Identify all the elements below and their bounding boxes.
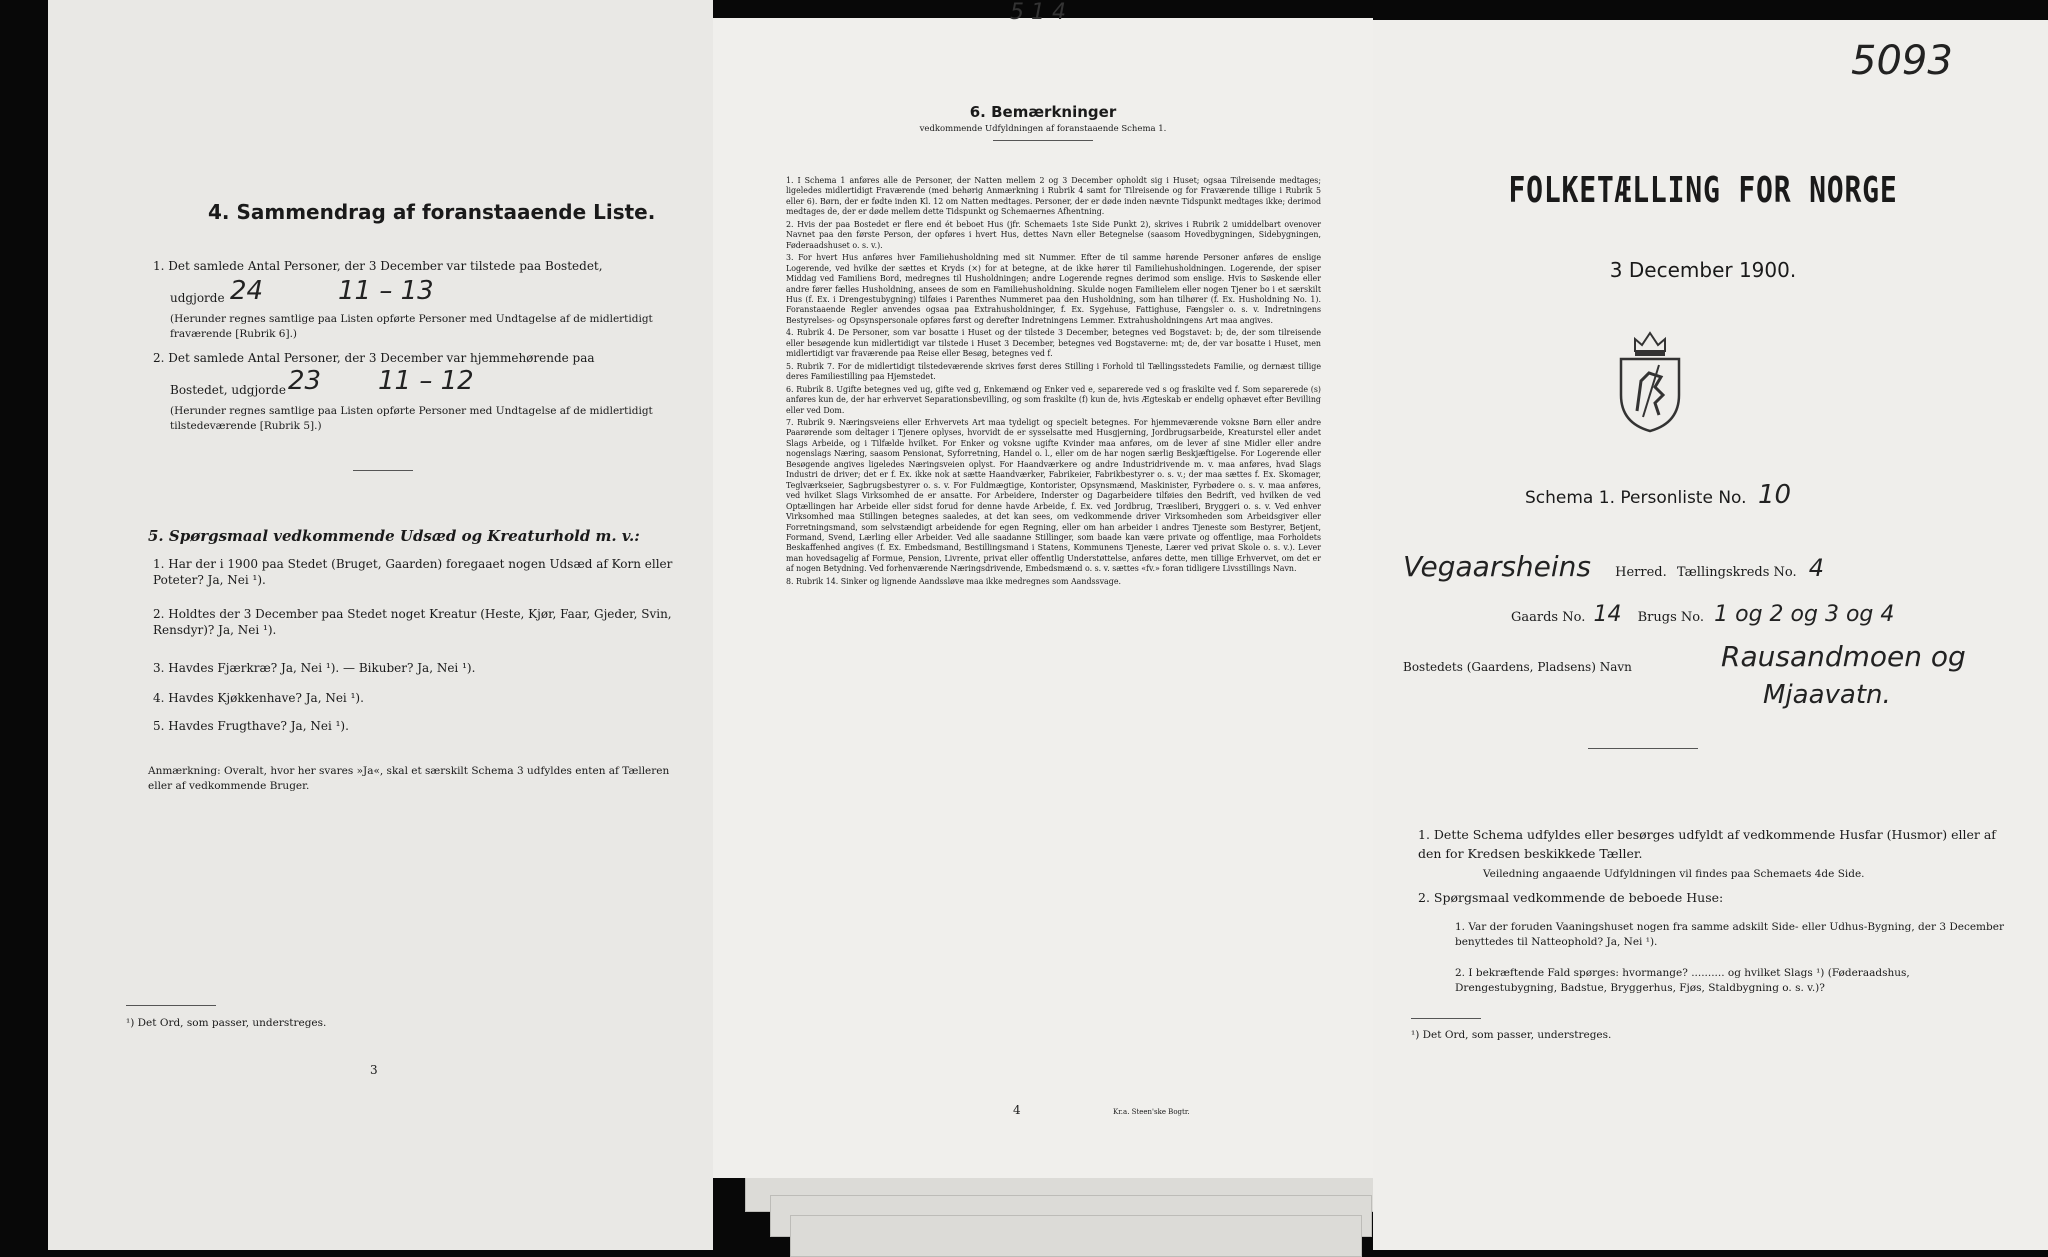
herred-handwritten: Vegaarsheins xyxy=(1403,550,1592,583)
question-1-text: 1. Har der i 1900 paa Stedet (Bruget, Gaarden) foregaaet nogen Udsæd af Korn eller Poteter? xyxy=(153,557,673,587)
remark-item: 4. Rubrik 4. De Personer, som var bosatte i Huset og der tilstede 3 December, betegnes ved Bogstavet: b; de, der som tilreisende eller besøgende kun midlertidigt var tilstede i Huset 3 December, betegnes ved Bogstaverne: mt; de, der var bosatte i Huset, men midlertidigt var fraværende paa Reise eller Besøg, betegnes ved f. xyxy=(786,328,1321,359)
item2-handwritten-total: 23 xyxy=(288,366,322,396)
left-page xyxy=(48,0,713,1250)
question-2-answer: Ja, Nei ¹). xyxy=(218,623,277,637)
item1-handwritten-split: 11 – 13 xyxy=(338,276,434,306)
remark: Anmærkning: Overalt, hvor her svares »Ja«, skal et særskilt Schema 3 udfyldes enten af Tælleren eller af vedkommende Bruger. xyxy=(148,765,670,792)
bosted-label: Bostedets (Gaardens, Pladsens) Navn xyxy=(1403,660,1632,674)
brugs-handwritten: 1 og 2 og 3 og 4 xyxy=(1714,602,1895,627)
kreds-number: 4 xyxy=(1808,554,1825,582)
census-title: FOLKETÆLLING FOR NORGE xyxy=(1508,170,1898,211)
page-number: 3 xyxy=(370,1063,378,1077)
remark-item: 8. Rubrik 14. Sinker og lignende Aandssløve maa ikke medregnes som Aandssvage. xyxy=(786,576,1121,586)
bosted-handwritten-2: Mjaavatn. xyxy=(1763,680,1891,710)
item1-handwritten-total: 24 xyxy=(230,276,264,306)
remark-item: 3. For hvert Hus anføres hver Familiehusholdning med sit Nummer. Efter de til samme hørende Personer anføres de enslige Logerende, ved hvilke der sættes et Kryds (×) for at betegne, at de ikke hører til Familiehusholdningen. Logerende, der spiser Middag ved Familiens Bord, medregnes til Husholdningen; andre Logerende regnes derimod som enslige. Hvis to Søskende eller andre fører fælles Husholdning, ansees de som en Familiehusholdning. Skulde nogen Familielem eller nogen Tjener bo i et særskilt Hus (f. Ex. i Drengestubygning) tilføies i Parenthes Nummeret paa den Husholdning, som han tilhører (f. Ex. Husholdning No. 1). Foranstaaende Regler anvendes ogsaa paa Extrahusholdninger, f. Ex. Sygehuse, Fattighuse, Fængsler o. s. v. Indretningens Bestyrelses- og Opsynspersonale opføres først og derefter Indretningens Lemmer. Extrahusholdningens Art maa angives. xyxy=(786,253,1321,325)
handwritten-archive-number: 5093 xyxy=(1851,38,1953,84)
question-3 xyxy=(153,660,673,676)
question-5-answer: Ja, Nei ¹). xyxy=(290,719,349,733)
top-scrawl: 5 1 4 xyxy=(1010,0,1066,25)
middle-page xyxy=(713,18,1373,1178)
footnote: ¹) Det Ord, som passer, understreges. xyxy=(1411,1029,1612,1041)
item2-handwritten-split: 11 – 12 xyxy=(378,366,474,396)
item2-line1: 2. Det samlede Antal Personer, der 3 December var hjemmehørende paa xyxy=(153,351,595,365)
question-2 xyxy=(153,606,673,638)
remarks-list xyxy=(786,176,1321,589)
question-1-answer: Ja, Nei ¹). xyxy=(207,573,266,587)
instruction-2-question-2: 2. I bekræftende Fald spørges: hvormange? .......... og hvilket Slags ¹) (Føderaadshus, Drengestubygning, Badstue, Bryggerhus, Fjøs, Staldbygning o. s. v.)? xyxy=(1455,967,1910,994)
section5-title: 5. Spørgsmaal vedkommende Udsæd og Kreaturhold m. v.: xyxy=(148,527,640,545)
remark-item: 1. I Schema 1 anføres alle de Personer, der Natten mellem 2 og 3 December opholdt sig i Huset; ogsaa Tilreisende medtages; ligeledes midlertidigt Fraværende (med behørig Anmærkning i Rubrik 4 samt for Tilreisende og for Fraværende tillige i Rubrik 5 eller 6). Børn, der er fødte inden Kl. 12 om Natten medtages. Personer, der er døde inden nævnte Tidspunkt medtages ikke; derimod medtages de, der er døde mellem dette Tidspunkt og Schemaernes Afhentning. xyxy=(786,176,1321,217)
brugs-label: Brugs No. xyxy=(1637,610,1704,625)
remark-item: 5. Rubrik 7. For de midlertidigt tilstedeværende skrives først deres Stilling i Forhold til Tællingsstedets Familie, og dernæst tillige deres Familiestilling paa Hjemstedet. xyxy=(786,361,1321,382)
question-4-text: 4. Havdes Kjøkkenhave? xyxy=(153,691,302,705)
instruction-2: 2. Spørgsmaal vedkommende de beboede Huse: xyxy=(1418,890,1724,905)
remark-item: 7. Rubrik 9. Næringsveiens eller Erhvervets Art maa tydeligt og specielt betegnes. For hjemmeværende voksne Børn eller andre Paarørende som deltager i Tjenere oplyses, hvorvidt de er sysselsatte med Husgjerning, Jordbrugsarbeide, Kreaturstel eller andet Slags Arbeide, og i Tilfælde hvilket. For Enker og voksne ugifte Kvinder maa anføres, om de lever af sine Midler eller andre nogenslags Næring, saasom Pensionat, Syforretning, Handel o. l., eller om de har nogen særlig Beskjæftigelse. For Logerende eller Besøgende angives ligeledes Næringsveien oplyst. For Haandværkere og andre Industridrivende m. v. maa anføres, hvad Slags Industri de driver; det er f. Ex. ikke nok at sætte Haandværker, Fabrikeier, Fabrikbestyrer o. s. v.; der maa sættes f. Ex. Skomager, Teglværkseier, Sagbrugsbestyrer o. s. v. For Fuldmægtige, Kontorister, Opsynsmænd, Maskinister, Fyrbødere o. s. v. maa anføres, ved hvilket Slags Virksomhed de er ansatte. For Arbeidere, Inderster og Dagarbeidere tilføies den Bedrift, ved hvilken de ved Optællingen har Arbeide eller sidst forud for denne havde Arbeide, f. Ex. ved Jordbrug, Træsliberi, Bryggeri o. s. v. Ved enhver Virksomhed maa Stillingen betegnes saaledes, at det kan sees, om vedkommende driver Virksomheden som Arbeidsgiver eller Forretningsmand, som selvstændigt arbeidende for egen Regning, eller om han arbeider i andres Tjeneste som Bestyrer, Betjent, Formand, Svend, Lærling eller Arbeider. Ved alle saadanne Stillinger, som baade kan være private og offentlige, maa Forholdets Beskaffenhed angives (f. Ex. Embedsmand, Bestillingsmand i Statens, Kommunens Tjeneste, Lærer ved privat Skole o. s. v.). Lever man hovedsagelig af Formue, Pension, Livrente, privat eller offentlig Understøttelse, anføres dette, men tillige Erhvervet, om det er af nogen Betydning. Ved forhenværende Næringsdrivende, Embedsmænd o. s. v. sættes «fv.» foran tidligere Livsstillings Navn. xyxy=(786,417,1321,574)
footnote: ¹) Det Ord, som passer, understreges. xyxy=(126,1017,327,1029)
ornament-rule xyxy=(1588,748,1698,749)
question-4-answer: Ja, Nei ¹). xyxy=(305,691,364,705)
item2-prefix: Bostedet, udgjorde xyxy=(170,383,286,397)
remarks-subtitle: vedkommende Udfyldningen af foranstaaende Schema 1. xyxy=(919,124,1167,134)
instruction-2-question-1 xyxy=(1455,920,2015,949)
question-4 xyxy=(153,690,673,706)
bosted-handwritten-1: Rausandmoen og xyxy=(1721,640,1966,673)
census-date: 3 December 1900. xyxy=(1609,258,1797,282)
footnote-rule xyxy=(126,1005,216,1006)
paper-stack-edge xyxy=(790,1215,1362,1257)
question-3-answer: Ja, Nei ¹). — Bikuber? Ja, Nei ¹). xyxy=(281,661,476,675)
remarks-title: 6. Bemærkninger xyxy=(969,103,1117,121)
question-1 xyxy=(153,556,673,588)
instruction-1: 1. Dette Schema udfyldes eller besørges udfyldt af vedkommende Husfar (Husmor) eller af den for Kredsen beskikkede Tæller. xyxy=(1418,827,1996,861)
printer-mark: Kr.a. Steen'ske Bogtr. xyxy=(1113,1108,1190,1116)
instruction-2-question-1-text: 1. Var der foruden Vaaningshuset nogen fra samme adskilt Side- eller Udhus-Bygning, der 3 December benyttedes til Natteophold? xyxy=(1455,921,2004,948)
gaards-line xyxy=(1511,602,2031,627)
instruction-1-note: Veiledning angaaende Udfyldningen vil findes paa Schemaets 4de Side. xyxy=(1483,868,1865,880)
personliste-number: 10 xyxy=(1757,480,1792,510)
herred-label: Herred. xyxy=(1615,565,1667,580)
schema-label: Schema 1. Personliste No. xyxy=(1525,488,1747,508)
gaards-label: Gaards No. xyxy=(1511,610,1586,625)
title-rule xyxy=(993,140,1093,141)
instruction-2-question-1-answer: Ja, Nei ¹). xyxy=(1606,935,1658,948)
kreds-label: Tællingskreds No. xyxy=(1676,565,1797,580)
item1-prefix: udgjorde xyxy=(170,291,225,305)
divider xyxy=(353,470,413,471)
item2-note: (Herunder regnes samtlige paa Listen opførte Personer med Undtagelse af de midlertidigt tilstedeværende [Rubrik 5].) xyxy=(170,405,653,432)
item1-line1: 1. Det samlede Antal Personer, der 3 December var tilstede paa Bostedet, xyxy=(153,259,603,273)
page-number: 4 xyxy=(1013,1103,1021,1117)
section4-title: 4. Sammendrag af foranstaaende Liste. xyxy=(208,200,656,224)
remark-item: 6. Rubrik 8. Ugifte betegnes ved ug, gifte ved g, Enkemænd og Enker ved e, separerede ved s og fraskilte ved f. Som separerede (s) anføres kun de, der har erhvervet Separationsbevilling, og som fraskilte (f) kun de, hvis Ægteskab er endelig ophævet efter Bevilling eller ved Dom. xyxy=(786,384,1321,415)
schema-line xyxy=(1525,480,1791,510)
gaards-number: 14 xyxy=(1593,602,1622,627)
footnote-rule xyxy=(1411,1018,1481,1019)
question-2-text: 2. Holdtes der 3 December paa Stedet noget Kreatur (Heste, Kjør, Faar, Gjeder, Svin, Rensdyr)? xyxy=(153,607,672,637)
question-5 xyxy=(153,718,673,734)
coat-of-arms-icon xyxy=(1615,325,1685,435)
item1-note: (Herunder regnes samtlige paa Listen opførte Personer med Undtagelse af de midlertidigt fraværende [Rubrik 6].) xyxy=(170,313,653,340)
remark-item: 2. Hvis der paa Bostedet er flere end ét beboet Hus (jfr. Schemaets 1ste Side Punkt 2), skrives i Rubrik 2 umiddelbart ovenover Navnet paa den første Person, der opføres i hvert Hus, dettes Navn eller Betegnelse (saasom Hovedbygningen, Sidebygningen, Føderaadshuset o. s. v.). xyxy=(786,219,1321,250)
question-5-text: 5. Havdes Frugthave? xyxy=(153,719,287,733)
right-page xyxy=(1373,20,2048,1250)
question-3-text: 3. Havdes Fjærkræ? xyxy=(153,661,278,675)
herred-line xyxy=(1403,550,2033,583)
